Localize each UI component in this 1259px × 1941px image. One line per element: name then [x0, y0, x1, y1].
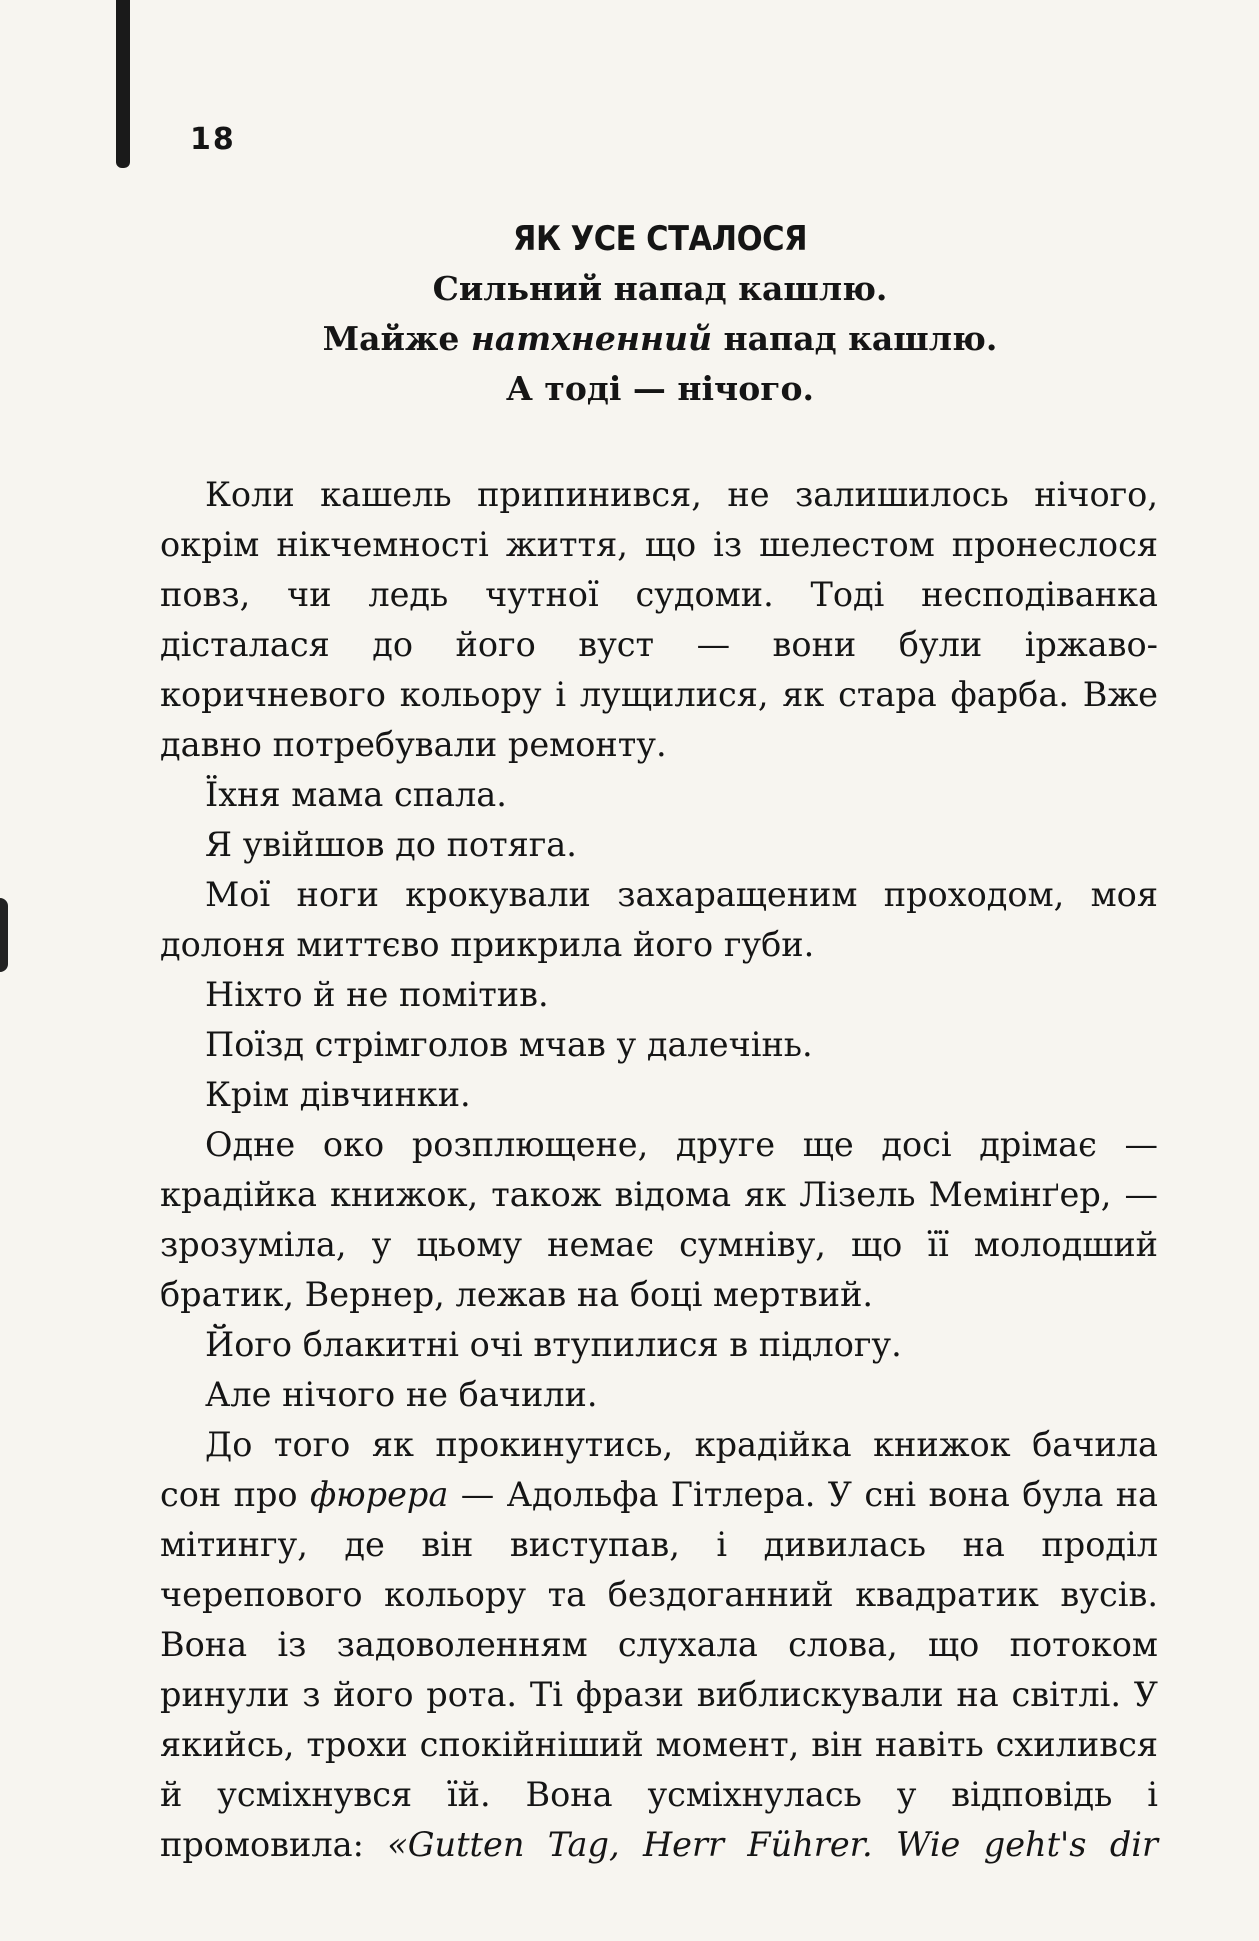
paragraph: Його блакитні очі втупилися в підлогу. [205, 1325, 902, 1364]
epigraph-italic-word: натхненний [470, 319, 713, 358]
epigraph-line-1: Сильний напад кашлю. [432, 269, 888, 308]
epigraph-line-2-end: напад кашлю. [712, 319, 998, 358]
paragraph: Одне око розплющене, друге ще досі дрімає — крадійка книжок, також відома як Лізель Мемінґер, — зрозуміла, у цьому немає сумніву, що її молодший братик, Вернер, лежав на боці мертвий. [160, 1125, 1158, 1314]
paragraph: Їхня мама спала. [205, 775, 507, 814]
scan-edge-mark [116, 0, 130, 168]
paragraph: Крім дівчинки. [205, 1075, 471, 1114]
paragraph [160, 1420, 1158, 1870]
paragraph: Ніхто й не помітив. [205, 975, 549, 1014]
epigraph-line-2 [160, 314, 1160, 364]
epigraph-line-3: А тоді — нічого. [506, 369, 814, 408]
paragraph: Коли кашель припинився, не залишилось нічого, окрім нікчемності життя, що із шелестом пронеслося повз, чи ледь чутної судоми. Тоді несподіванка дісталася до його вуст — вони були іржаво-коричневого кольору і лущилися, як стара фарба. Вже давно потребували ремонту. [160, 475, 1158, 764]
scan-side-mark [0, 898, 8, 972]
paragraph: Поїзд стрімголов мчав у далечінь. [205, 1025, 813, 1064]
chapter-title: ЯК УСЕ СТАЛОСЯ [512, 219, 808, 259]
paragraph: Але нічого не бачили. [205, 1375, 598, 1414]
body-text [160, 470, 1158, 1870]
paragraph-text: — Адольфа Гітлера. У сні вона була на мітингу, де він виступав, і дивилась на проділ черепового кольору та бездоганний квадратик вусів. Вона із задоволенням слухала слова, що потоком ринули з його рота. Ті фрази виблискували на світлі. У якийсь, трохи спокійніший момент, він навіть схилився й усміхнувся їй. Вона усміхнулась у відповідь і промовила: [160, 1475, 1158, 1864]
page-number: 18 [190, 122, 236, 157]
german-quote: «Gutten Tag, Herr Führer. Wie geht's dir [387, 1825, 1158, 1864]
epigraph-line-2-start: Майже [322, 319, 471, 358]
paragraph: Я увійшов до потяга. [205, 825, 577, 864]
italic-word: фюрера [309, 1475, 449, 1514]
paragraph: Мої ноги крокували захаращеним проходом, моя долоня миттєво прикрила його губи. [160, 875, 1158, 964]
paragraph-text: До того як прокинутись, крадійка книжок бачила сон про [160, 1425, 1158, 1514]
